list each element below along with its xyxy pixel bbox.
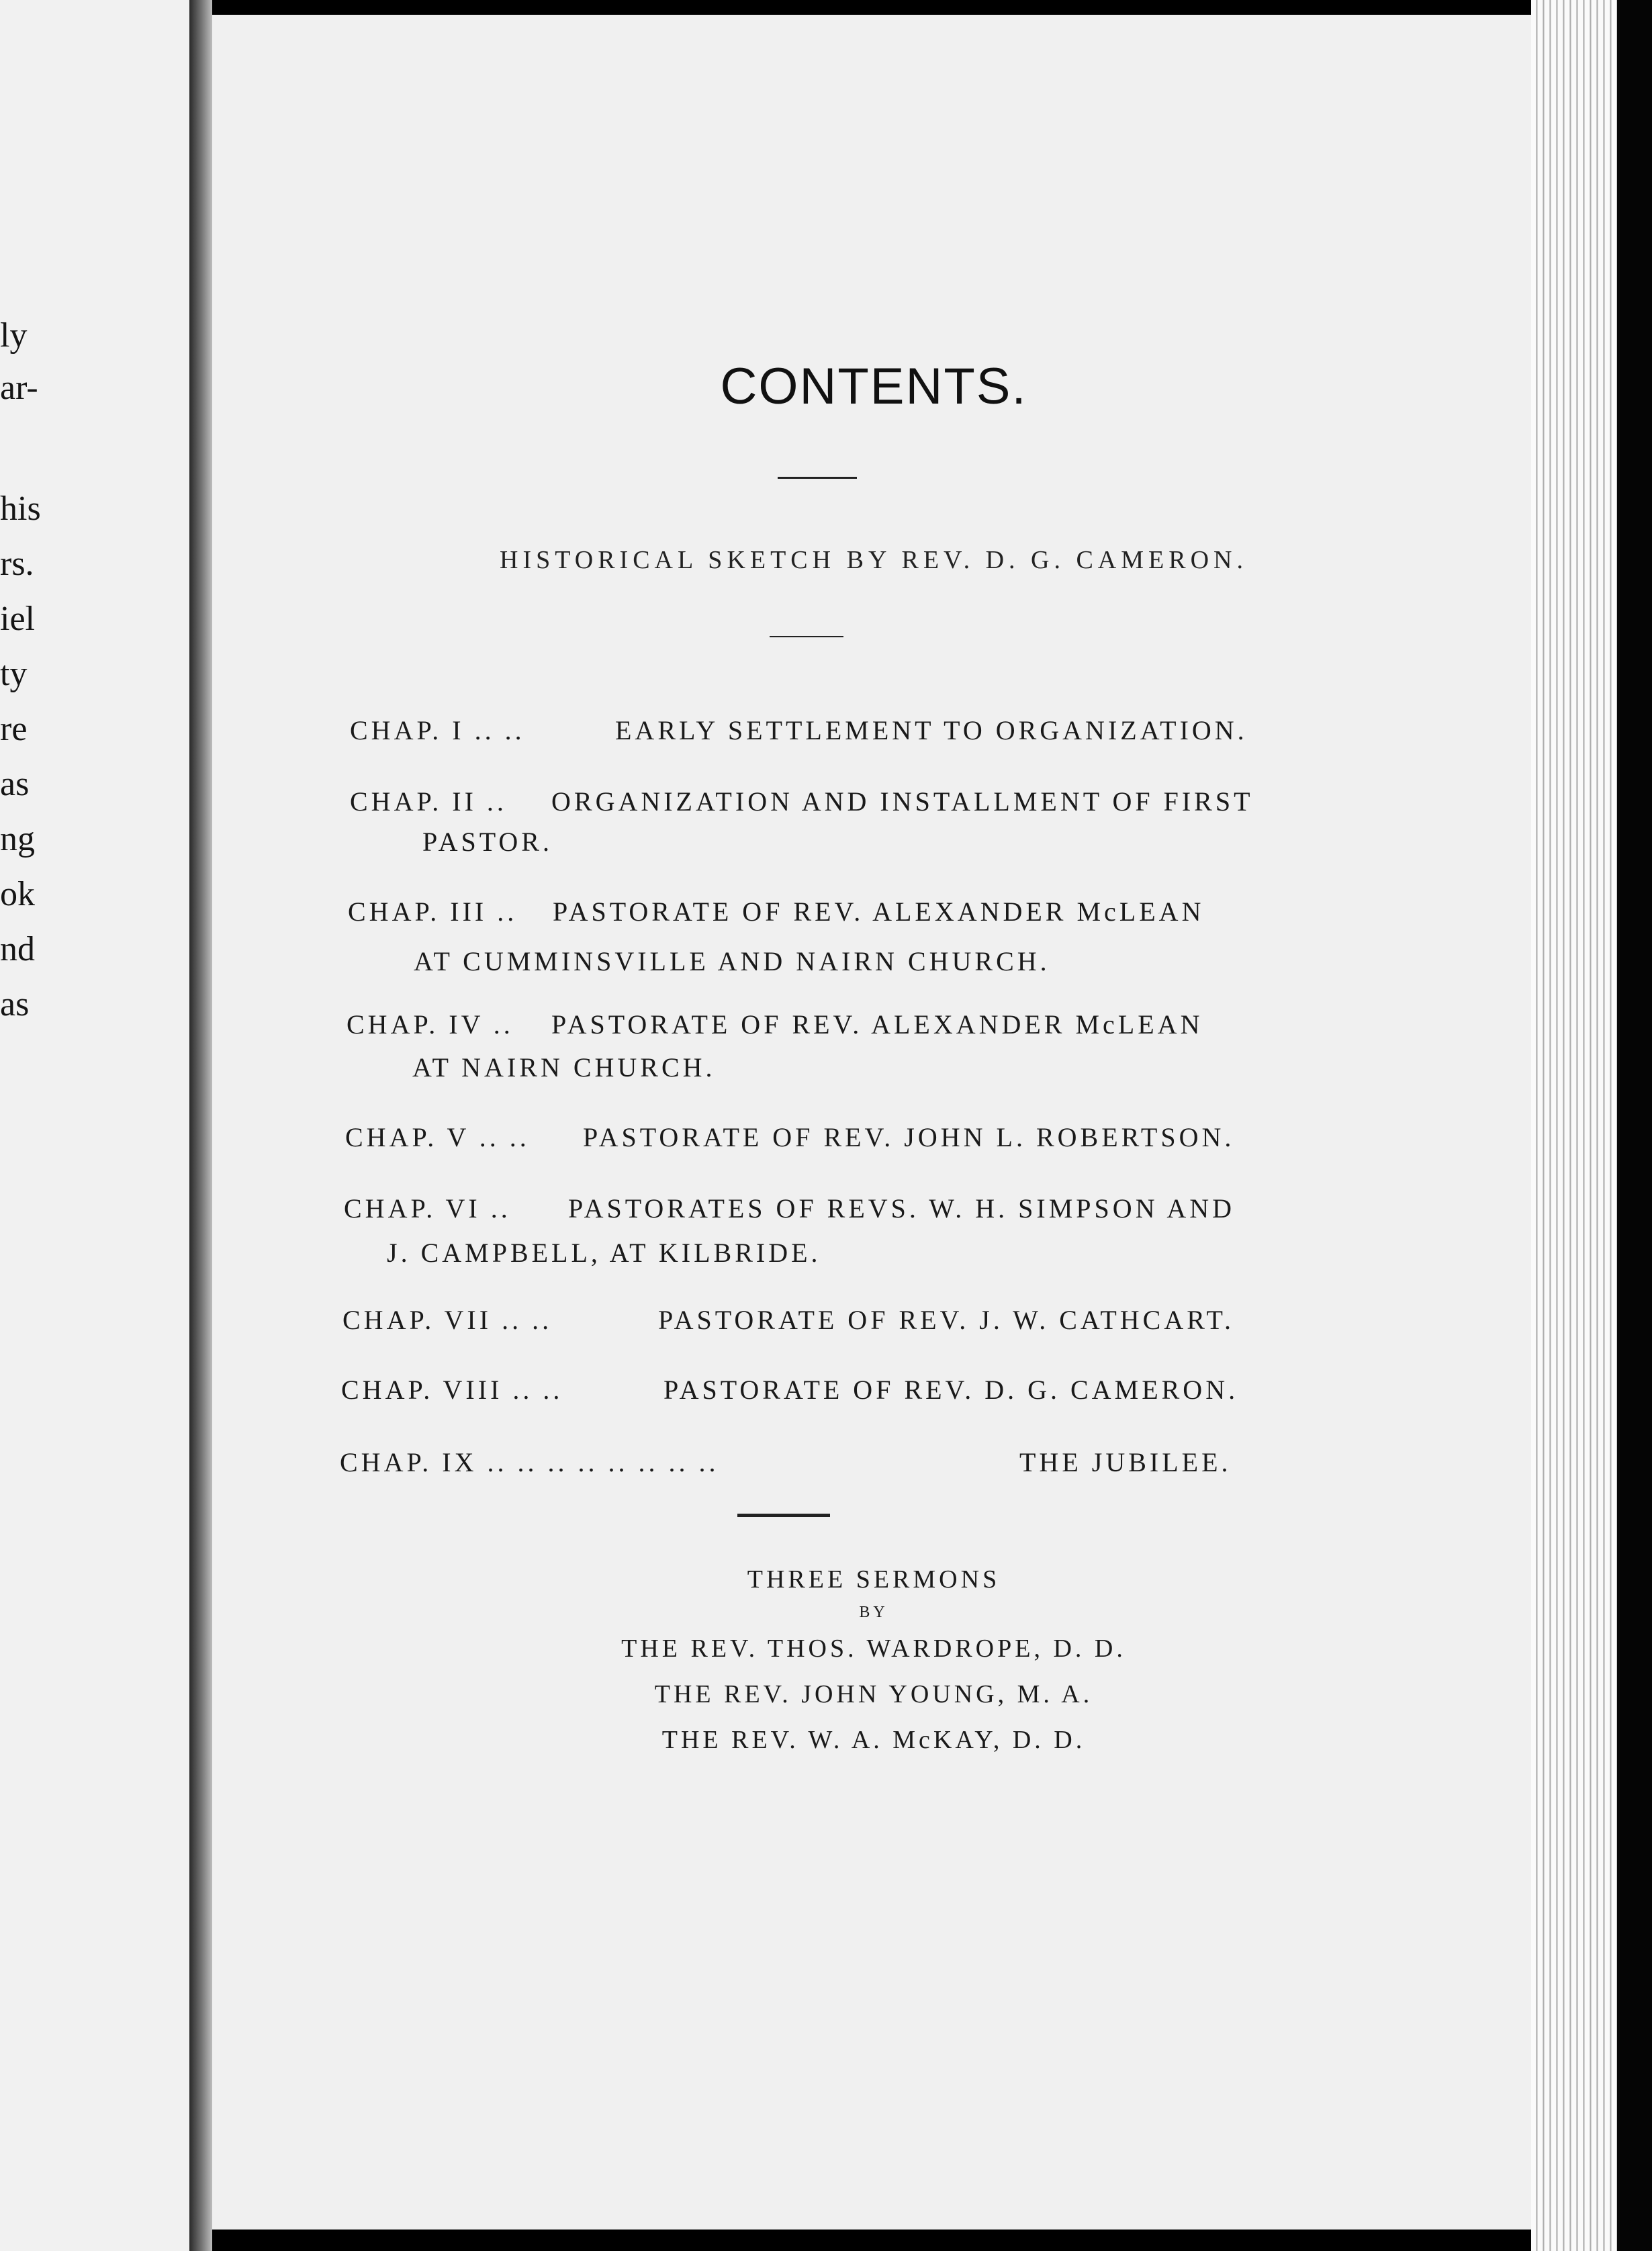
chapter-label: CHAP. V .. .. bbox=[345, 1122, 530, 1152]
divider bbox=[778, 477, 857, 479]
left-page-fragment: ok bbox=[0, 875, 35, 913]
chapter-title: PASTORATE OF REV. D. G. CAMERON. bbox=[663, 1375, 1239, 1405]
chapter-label: CHAP. VI .. bbox=[344, 1193, 511, 1224]
left-page-fragment: as bbox=[0, 985, 30, 1023]
book-gutter bbox=[189, 0, 212, 2251]
left-page-fragment: ng bbox=[0, 820, 35, 858]
chapter-label: CHAP. VIII .. .. bbox=[341, 1375, 563, 1405]
chapter-label: CHAP. VII .. .. bbox=[342, 1305, 553, 1335]
chapter-title: PASTORATE OF REV. JOHN L. ROBERTSON. bbox=[583, 1122, 1235, 1152]
sermon-author: THE REV. THOS. WARDROPE, D. D. bbox=[621, 1635, 1126, 1663]
contents-page bbox=[212, 15, 1535, 2230]
page-title: CONTENTS. bbox=[720, 358, 1027, 415]
chapter-title: THE JUBILEE. bbox=[1019, 1447, 1232, 1477]
left-page-fragment: rs. bbox=[0, 545, 34, 583]
chapter-label: CHAP. IV .. bbox=[347, 1009, 514, 1040]
chapter-title: PASTORATE OF REV. ALEXANDER McLEAN bbox=[551, 1009, 1203, 1040]
chapter-title: PASTORATES OF REVS. W. H. SIMPSON AND bbox=[568, 1193, 1236, 1224]
chapter-label: CHAP. I .. .. bbox=[350, 715, 525, 745]
left-page-fragment: ar- bbox=[0, 369, 38, 407]
left-page-fragment: ly bbox=[0, 316, 28, 355]
chapter-title-continued: AT NAIRN CHURCH. bbox=[412, 1052, 716, 1083]
chapter-title-continued: AT CUMMINSVILLE AND NAIRN CHURCH. bbox=[414, 946, 1050, 976]
left-page bbox=[0, 0, 189, 2251]
sermons-by: BY bbox=[859, 1604, 888, 1621]
left-page-fragment: nd bbox=[0, 930, 35, 968]
sermon-author: THE REV. JOHN YOUNG, M. A. bbox=[654, 1680, 1093, 1708]
chapter-label: CHAP. IX .. .. .. .. .. .. .. .. bbox=[340, 1447, 719, 1477]
chapter-title: PASTORATE OF REV. ALEXANDER McLEAN bbox=[553, 897, 1205, 927]
left-page-fragment: as bbox=[0, 765, 30, 803]
page-edges bbox=[1531, 0, 1652, 2251]
left-page-fragment: re bbox=[0, 710, 28, 748]
sermons-heading: THREE SERMONS bbox=[747, 1565, 1001, 1594]
divider bbox=[737, 1514, 830, 1517]
chapter-label: CHAP. II .. bbox=[350, 786, 507, 817]
chapter-title: EARLY SETTLEMENT TO ORGANIZATION. bbox=[615, 715, 1248, 745]
left-page-fragment: ty bbox=[0, 655, 28, 693]
chapter-title: ORGANIZATION AND INSTALLMENT OF FIRST bbox=[551, 786, 1254, 817]
page-edge-shadow bbox=[1617, 0, 1652, 2251]
sermon-author: THE REV. W. A. McKAY, D. D. bbox=[661, 1726, 1086, 1754]
chapter-title: PASTORATE OF REV. J. W. CATHCART. bbox=[658, 1305, 1234, 1335]
divider bbox=[770, 636, 843, 637]
chapter-label: CHAP. III .. bbox=[348, 897, 518, 927]
left-page-fragment: his bbox=[0, 490, 41, 528]
sermons-section bbox=[212, 1565, 1535, 1755]
chapter-title-continued: PASTOR. bbox=[422, 827, 553, 857]
left-page-fragment: iel bbox=[0, 600, 35, 638]
subtitle: HISTORICAL SKETCH BY REV. D. G. CAMERON. bbox=[500, 546, 1248, 574]
chapter-title-continued: J. CAMPBELL, AT KILBRIDE. bbox=[387, 1238, 821, 1268]
